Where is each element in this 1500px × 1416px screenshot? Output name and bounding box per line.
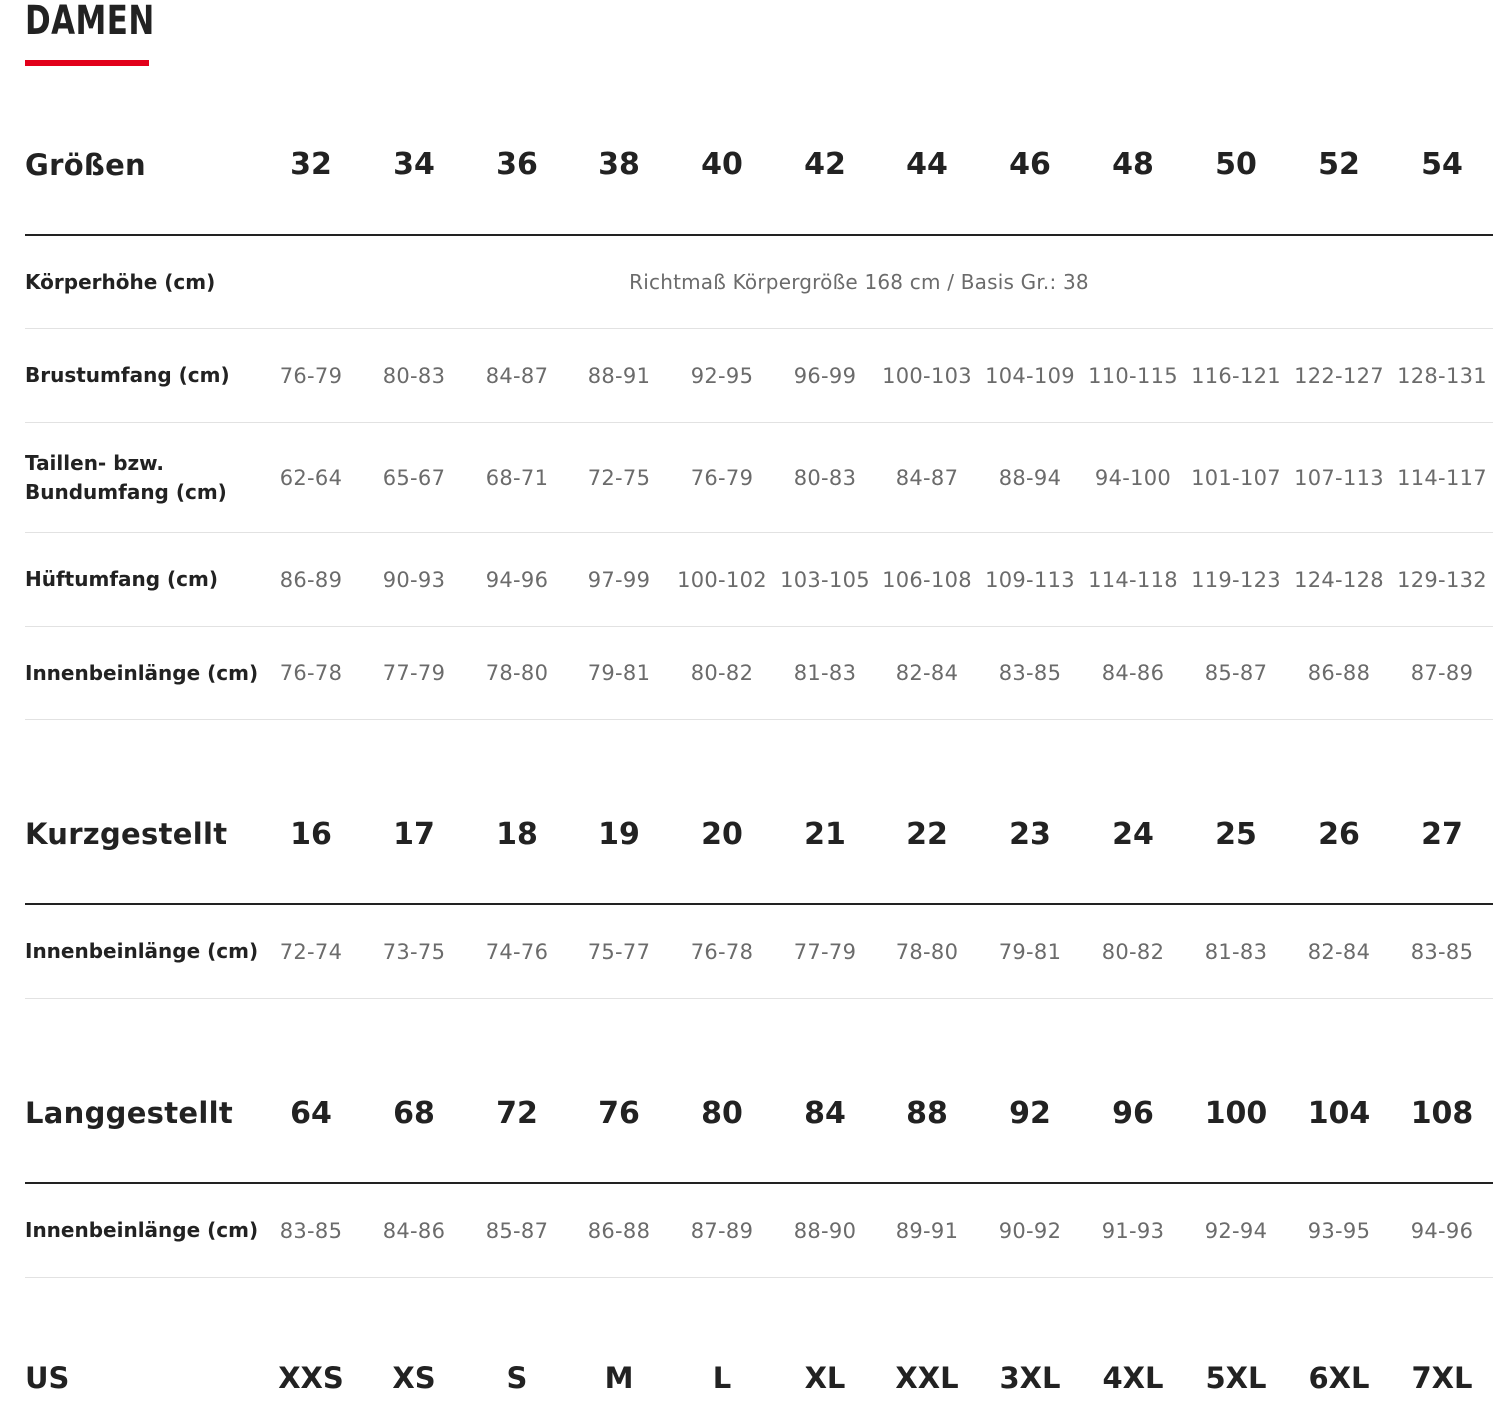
kurzgestellt-cell: 18 xyxy=(496,816,538,852)
kurzgestellt-label: Kurzgestellt xyxy=(25,817,228,851)
innenbein-lang-cell: 94-96 xyxy=(1410,1218,1474,1243)
hueftumfang-cell: 100-102 xyxy=(677,567,767,592)
us-cell: 3XL xyxy=(999,1361,1061,1395)
kurzgestellt-cell: 20 xyxy=(701,816,743,852)
us-cell: 5XL xyxy=(1205,1361,1267,1395)
groessen-cell: 48 xyxy=(1112,147,1154,182)
taillen-cell: 72-75 xyxy=(587,465,651,490)
innenbein-normal-cell: 78-80 xyxy=(485,661,549,685)
hueftumfang-cell: 109-113 xyxy=(985,567,1075,592)
hueftumfang-cell: 114-118 xyxy=(1088,567,1178,592)
groessen-cell: 42 xyxy=(804,147,846,182)
title-underline xyxy=(25,60,149,66)
taillen-cell: 62-64 xyxy=(279,465,343,490)
us-cell: 7XL xyxy=(1411,1361,1473,1395)
brustumfang-cell: 116-121 xyxy=(1191,363,1281,388)
brustumfang-cell: 92-95 xyxy=(690,363,754,388)
koerperhoehe-label: Körperhöhe (cm) xyxy=(25,269,216,294)
innenbein-normal-cell: 77-79 xyxy=(382,661,446,685)
taillen-cell: 107-113 xyxy=(1294,465,1384,490)
innenbein-lang-cell: 89-91 xyxy=(895,1218,959,1243)
innenbein-lang-cell: 86-88 xyxy=(587,1218,651,1243)
innenbein-kurz-label: Innenbeinlänge (cm) xyxy=(25,939,259,963)
innenbein-lang-cell: 88-90 xyxy=(793,1218,857,1243)
taillen-label-line2: Bundumfang (cm) xyxy=(25,479,227,504)
langgestellt-cell: 104 xyxy=(1307,1095,1371,1131)
innenbein-lang-cell: 87-89 xyxy=(690,1218,754,1243)
hueftumfang-cell: 106-108 xyxy=(882,567,972,592)
groessen-cell: 36 xyxy=(496,147,538,182)
innenbein-kurz-cell: 72-74 xyxy=(279,939,343,964)
taillen-cell: 101-107 xyxy=(1191,465,1281,490)
langgestellt-cell: 72 xyxy=(496,1095,538,1131)
kurzgestellt-cell: 23 xyxy=(1009,816,1051,852)
brustumfang-cell: 128-131 xyxy=(1397,363,1487,388)
langgestellt-cell: 88 xyxy=(906,1095,948,1131)
brustumfang-cell: 96-99 xyxy=(793,363,857,388)
hueftumfang-row xyxy=(25,533,1493,627)
brustumfang-cell: 80-83 xyxy=(382,363,446,388)
us-cell: XXS xyxy=(278,1361,344,1395)
innenbein-lang-cell: 84-86 xyxy=(382,1218,446,1243)
innenbein-normal-cell: 76-78 xyxy=(279,661,343,685)
langgestellt-label: Langgestellt xyxy=(25,1096,234,1130)
us-cell: XL xyxy=(804,1361,846,1395)
hueftumfang-label: Hüftumfang (cm) xyxy=(25,567,219,591)
kurzgestellt-cell: 21 xyxy=(804,816,846,852)
hueftumfang-cell: 86-89 xyxy=(279,567,343,592)
us-cell: 4XL xyxy=(1102,1361,1164,1395)
kurzgestellt-cell: 25 xyxy=(1215,816,1257,852)
kurzgestellt-cell: 24 xyxy=(1112,816,1154,852)
taillen-cell: 84-87 xyxy=(895,465,959,490)
taillen-cell: 65-67 xyxy=(382,465,446,490)
innenbein-kurz-cell: 83-85 xyxy=(1410,939,1474,964)
innenbein-kurz-cell: 74-76 xyxy=(485,939,549,964)
kurzgestellt-cell: 17 xyxy=(393,816,435,852)
hueftumfang-cell: 124-128 xyxy=(1294,567,1384,592)
innenbein-kurz-cell: 82-84 xyxy=(1307,939,1371,964)
groessen-cell: 44 xyxy=(906,147,948,182)
innenbein-lang-cell: 90-92 xyxy=(998,1218,1062,1243)
us-cell: S xyxy=(506,1361,528,1395)
innenbein-kurz-cell: 73-75 xyxy=(382,939,446,964)
groessen-header-row xyxy=(25,95,1493,236)
taillen-cell: 94-100 xyxy=(1094,465,1172,490)
groessen-cell: 52 xyxy=(1318,147,1360,182)
kurzgestellt-cell: 22 xyxy=(906,816,948,852)
kurzgestellt-cell: 16 xyxy=(290,816,332,852)
taillen-label xyxy=(25,423,227,532)
groessen-label: Größen xyxy=(25,147,147,182)
taillen-cell: 114-117 xyxy=(1397,465,1487,490)
innenbein-kurz-cell: 75-77 xyxy=(587,939,651,964)
innenbein-normal-cell: 82-84 xyxy=(895,661,959,685)
hueftumfang-cell: 94-96 xyxy=(485,567,549,592)
innenbein-lang-cell: 92-94 xyxy=(1204,1218,1268,1243)
innenbein-normal-label: Innenbeinlänge (cm) xyxy=(25,660,259,685)
koerperhoehe-row xyxy=(25,236,1493,329)
innenbein-kurz-row xyxy=(25,905,1493,999)
us-row xyxy=(25,1340,1493,1416)
innenbein-normal-cell: 79-81 xyxy=(587,661,651,685)
innenbein-kurz-cell: 81-83 xyxy=(1204,939,1268,964)
taillen-cell: 76-79 xyxy=(690,465,754,490)
brustumfang-cell: 100-103 xyxy=(882,363,972,388)
innenbein-lang-cell: 85-87 xyxy=(485,1218,549,1243)
innenbein-kurz-cell: 78-80 xyxy=(895,939,959,964)
hueftumfang-cell: 90-93 xyxy=(382,567,446,592)
langgestellt-header-row xyxy=(25,1044,1493,1184)
kurzgestellt-cell: 26 xyxy=(1318,816,1360,852)
innenbein-kurz-cell: 77-79 xyxy=(793,939,857,964)
langgestellt-cell: 64 xyxy=(290,1095,332,1131)
innenbein-normal-cell: 85-87 xyxy=(1204,661,1268,685)
hueftumfang-cell: 97-99 xyxy=(587,567,651,592)
brustumfang-cell: 110-115 xyxy=(1088,363,1178,388)
us-cell: M xyxy=(604,1361,634,1395)
kurzgestellt-header-row xyxy=(25,765,1493,905)
koerperhoehe-note: Richtmaß Körpergröße 168 cm / Basis Gr.: 38 xyxy=(629,270,1089,294)
taillen-cell: 88-94 xyxy=(998,465,1062,490)
groessen-cell: 38 xyxy=(598,147,640,182)
innenbein-normal-cell: 80-82 xyxy=(690,661,754,685)
innenbein-kurz-cell: 80-82 xyxy=(1101,939,1165,964)
taillen-row xyxy=(25,423,1493,533)
innenbein-lang-cell: 93-95 xyxy=(1307,1218,1371,1243)
kurzgestellt-cell: 19 xyxy=(598,816,640,852)
langgestellt-cell: 80 xyxy=(701,1095,743,1131)
taillen-cell: 68-71 xyxy=(485,465,549,490)
brustumfang-label: Brustumfang (cm) xyxy=(25,363,230,387)
groessen-cell: 40 xyxy=(701,147,743,182)
langgestellt-cell: 92 xyxy=(1009,1095,1051,1131)
innenbein-lang-cell: 83-85 xyxy=(279,1218,343,1243)
groessen-cell: 34 xyxy=(393,147,435,182)
groessen-cell: 46 xyxy=(1009,147,1051,182)
hueftumfang-cell: 129-132 xyxy=(1397,567,1487,592)
us-cell: XXL xyxy=(895,1361,959,1395)
taillen-cell: 80-83 xyxy=(793,465,857,490)
innenbein-kurz-cell: 76-78 xyxy=(690,939,754,964)
innenbein-lang-row xyxy=(25,1184,1493,1278)
groessen-cell: 32 xyxy=(290,147,332,182)
brustumfang-cell: 122-127 xyxy=(1294,363,1384,388)
langgestellt-cell: 96 xyxy=(1112,1095,1154,1131)
innenbein-normal-cell: 83-85 xyxy=(998,661,1062,685)
langgestellt-cell: 76 xyxy=(598,1095,640,1131)
langgestellt-cell: 84 xyxy=(804,1095,846,1131)
langgestellt-cell: 68 xyxy=(393,1095,435,1131)
innenbein-normal-cell: 87-89 xyxy=(1410,661,1474,685)
brustumfang-cell: 76-79 xyxy=(279,363,343,388)
us-cell: 6XL xyxy=(1308,1361,1370,1395)
hueftumfang-cell: 103-105 xyxy=(780,567,870,592)
groessen-cell: 50 xyxy=(1215,147,1257,182)
brustumfang-cell: 88-91 xyxy=(587,363,651,388)
brustumfang-cell: 104-109 xyxy=(985,363,1075,388)
langgestellt-cell: 108 xyxy=(1410,1095,1474,1131)
us-label: US xyxy=(25,1361,70,1395)
kurzgestellt-cell: 27 xyxy=(1421,816,1463,852)
brustumfang-row xyxy=(25,329,1493,423)
hueftumfang-cell: 119-123 xyxy=(1191,567,1281,592)
innenbein-normal-cell: 86-88 xyxy=(1307,661,1371,685)
innenbein-normal-row xyxy=(25,627,1493,720)
innenbein-lang-cell: 91-93 xyxy=(1101,1218,1165,1243)
us-cell: L xyxy=(712,1361,732,1395)
groessen-cell: 54 xyxy=(1421,147,1463,182)
innenbein-normal-cell: 84-86 xyxy=(1101,661,1165,685)
us-cell: XS xyxy=(392,1361,436,1395)
taillen-label-line1: Taillen- bzw. xyxy=(25,450,164,475)
innenbein-normal-cell: 81-83 xyxy=(793,661,857,685)
langgestellt-cell: 100 xyxy=(1204,1095,1268,1131)
brustumfang-cell: 84-87 xyxy=(485,363,549,388)
innenbein-kurz-cell: 79-81 xyxy=(998,939,1062,964)
page-title: DAMEN xyxy=(25,0,155,44)
innenbein-lang-label: Innenbeinlänge (cm) xyxy=(25,1218,259,1242)
